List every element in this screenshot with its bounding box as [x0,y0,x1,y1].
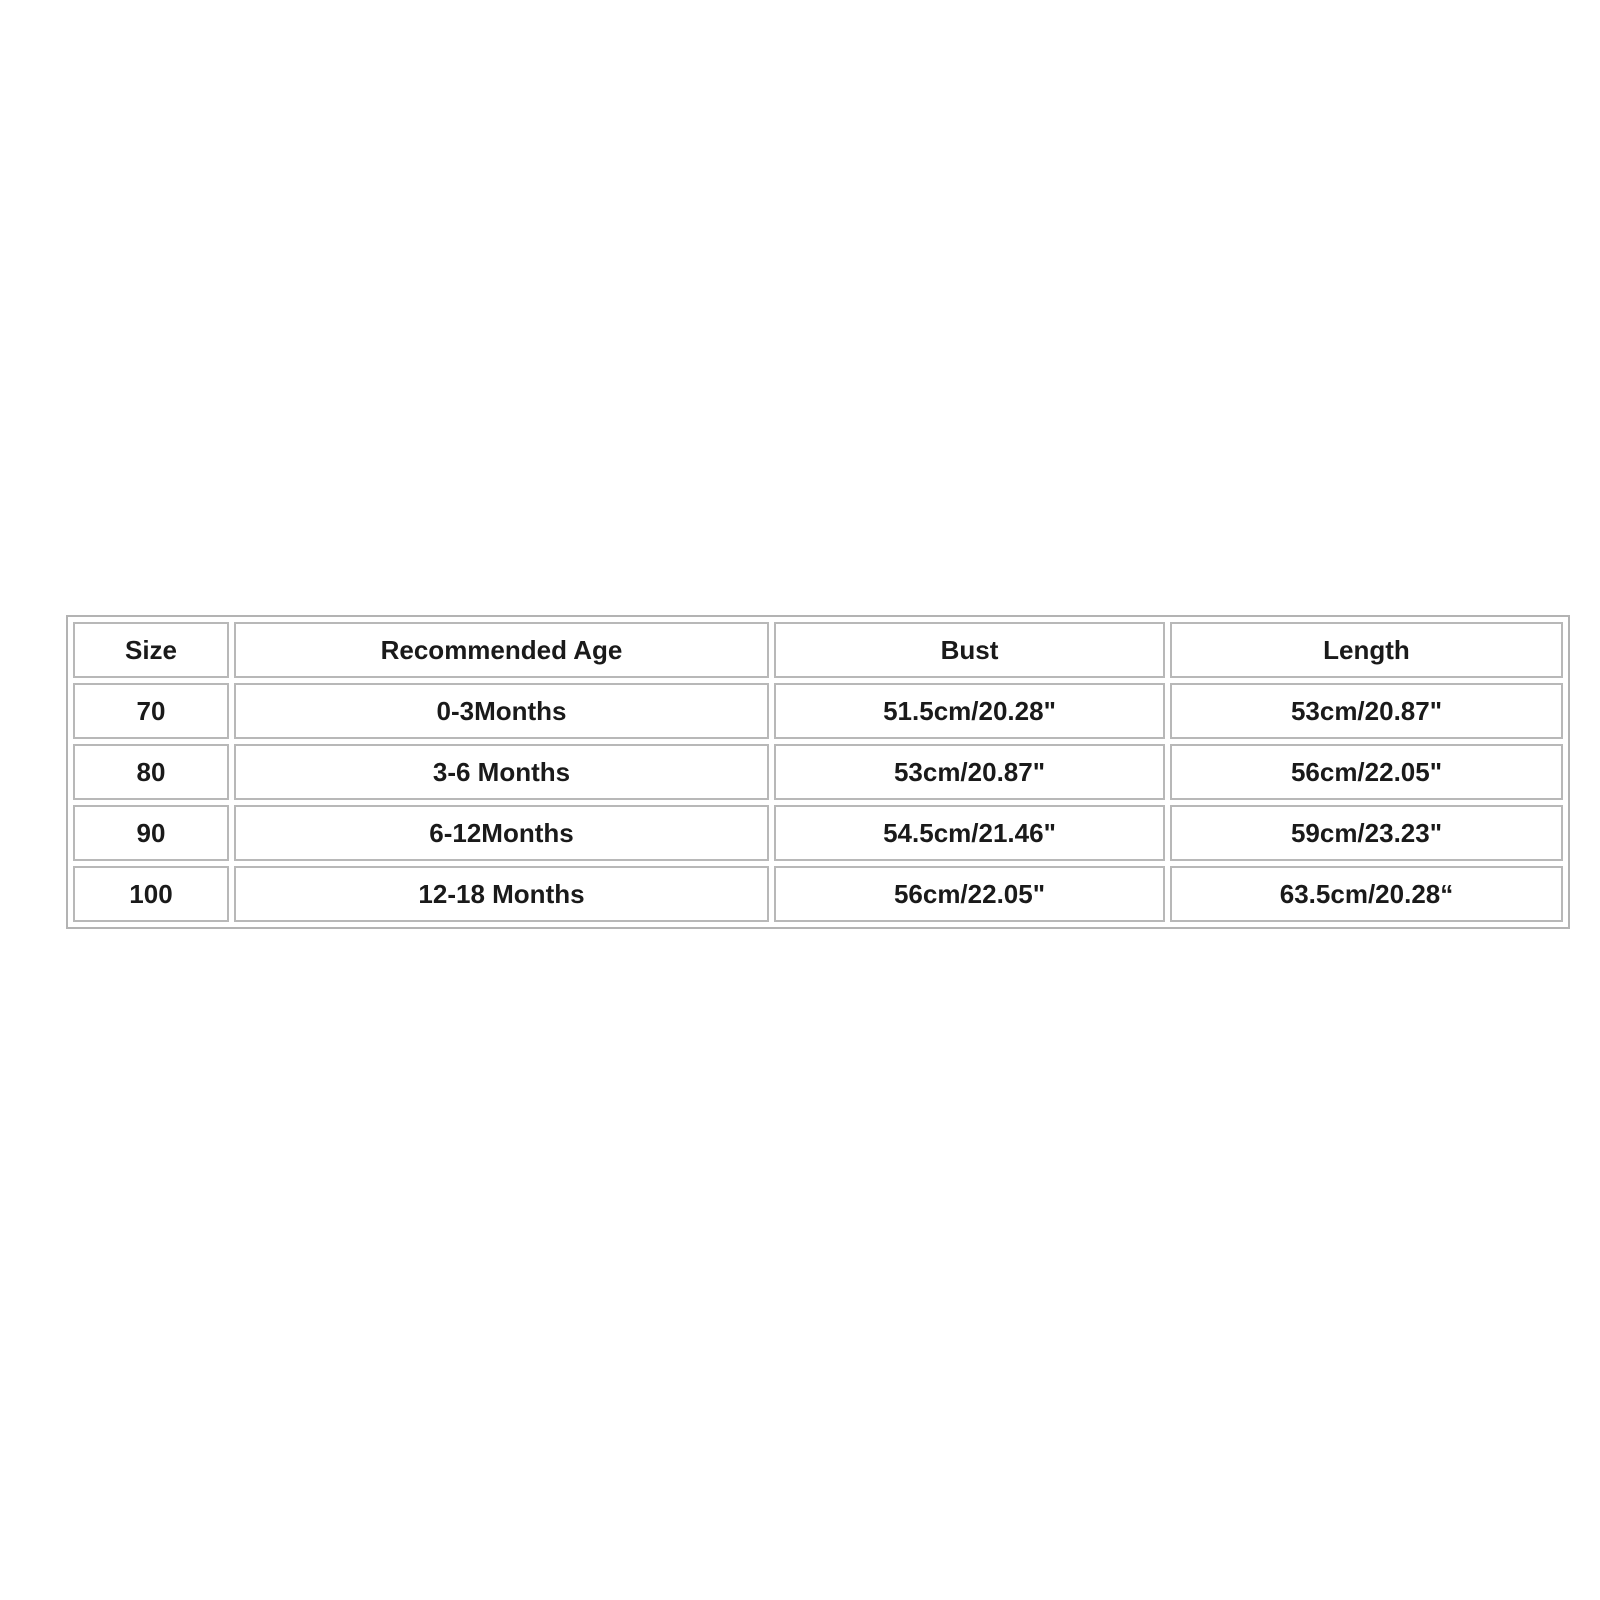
cell-size: 70 [73,683,229,739]
header-size: Size [73,622,229,678]
table-row [73,744,1563,800]
cell-recommended-age: 0-3Months [234,683,769,739]
cell-bust: 56cm/22.05" [774,866,1165,922]
cell-size: 100 [73,866,229,922]
cell-length: 56cm/22.05" [1170,744,1563,800]
table-row [73,683,1563,739]
header-bust: Bust [774,622,1165,678]
size-chart-table [66,615,1570,929]
table-row [73,866,1563,922]
cell-size: 90 [73,805,229,861]
cell-bust: 51.5cm/20.28" [774,683,1165,739]
cell-recommended-age: 6-12Months [234,805,769,861]
table-row [73,805,1563,861]
header-row [73,622,1563,678]
cell-bust: 53cm/20.87" [774,744,1165,800]
cell-recommended-age: 3-6 Months [234,744,769,800]
cell-size: 80 [73,744,229,800]
cell-length: 63.5cm/20.28“ [1170,866,1563,922]
header-length: Length [1170,622,1563,678]
cell-length: 59cm/23.23" [1170,805,1563,861]
cell-bust: 54.5cm/21.46" [774,805,1165,861]
header-recommended-age: Recommended Age [234,622,769,678]
cell-length: 53cm/20.87" [1170,683,1563,739]
cell-recommended-age: 12-18 Months [234,866,769,922]
